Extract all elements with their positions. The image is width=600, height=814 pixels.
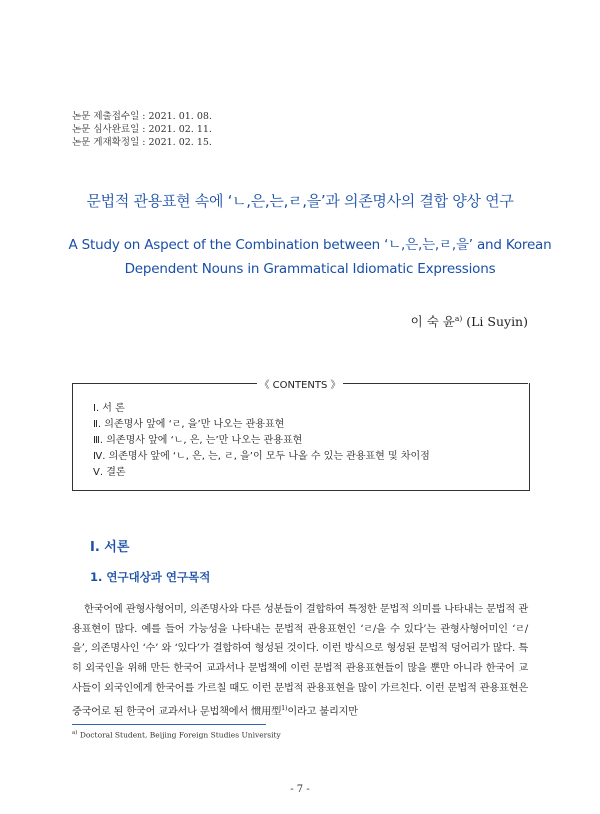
contents-item: Ⅲ. 의존명사 앞에 ‘ㄴ, 은, 는’만 나오는 관용표현 <box>93 435 303 446</box>
footnote-rule <box>72 724 266 725</box>
title-english <box>40 233 580 281</box>
contents-list <box>93 401 430 481</box>
contents-rule-right <box>343 383 528 384</box>
date-accepted: 논문 게재확정일 : 2021. 02. 15. <box>72 137 212 148</box>
author-line <box>411 312 528 330</box>
date-reviewed: 논문 심사완료일 : 2021. 02. 11. <box>72 124 212 135</box>
date-submitted: 논문 제출접수일 : 2021. 01. 08. <box>72 111 212 122</box>
section-heading: Ⅰ. 서론 <box>90 540 130 555</box>
body-paragraph <box>72 600 528 722</box>
author-footnote-mark: a) <box>454 313 463 323</box>
submission-dates <box>72 110 212 149</box>
contents-item: Ⅴ. 결론 <box>93 467 126 478</box>
title-english-line-2: Dependent Nouns in Grammatical Idiomatic Expressions <box>124 261 496 277</box>
contents-label: 《 CONTENTS 》 <box>259 380 341 391</box>
footnote-mark: a) <box>72 730 78 736</box>
body-text-continued: 이라고 불리지만 <box>287 705 358 717</box>
contents-item: Ⅰ. 서 론 <box>93 403 125 414</box>
title-korean: 문법적 관용표현 속에 ‘ㄴ,은,는,ㄹ,을’과 의존명사의 결합 양상 연구 <box>86 192 514 210</box>
contents-header <box>72 376 528 390</box>
footnote-text: Doctoral Student, Beijing Foreign Studies University <box>77 730 281 740</box>
footnote <box>72 730 281 740</box>
body-text: 한국어에 관형사형어미, 의존명사와 다른 성분들이 결합하여 특정한 문법적 의미를 나타내는 문법적 관용표현이 많다. 예를 들어 가능성을 나타내는 문법적 관용표현인 ‘ㄹ/을 수 있다’는 관형사형어미인 ‘ㄹ/을’, 의존명사인 ‘수’ 와 ‘있다’가 결합하여 형성된 것이다. 이런 방식으로 형성된 문법적 덩어리가 많다. 특히 외국인을 위해 만든 한국어 교과서나 문법책에 이런 문법적 관용표현들이 많을 뿐만 아니라 한국어 교사들이 외국인에게 한국어를 가르칠 때도 이런 문법적 관용표현을 많이 가르친다. 이런 문법적 관용표현은 중국어로 된 한국어 교과서나 문법책에서 惯用型 <box>72 604 528 717</box>
subsection-heading: 1. 연구대상과 연구목적 <box>90 570 211 584</box>
author-name: 이 숙 윤 <box>410 314 455 329</box>
footnote-reference: 1) <box>281 703 288 712</box>
author-name-english: (Li Suyin) <box>462 314 528 329</box>
contents-item: Ⅳ. 의존명사 앞에 ‘ㄴ, 은, 는, ㄹ, 을’이 모두 나올 수 있는 관용표현 및 차이점 <box>93 451 430 462</box>
page-number: - 7 - <box>290 784 310 795</box>
contents-item: Ⅱ. 의존명사 앞에 ‘ㄹ, 을’만 나오는 관용표현 <box>93 419 285 430</box>
title-english-line-1: A Study on Aspect of the Combination between ‘ㄴ,은,는,ㄹ,을’ and Korean <box>68 237 552 253</box>
